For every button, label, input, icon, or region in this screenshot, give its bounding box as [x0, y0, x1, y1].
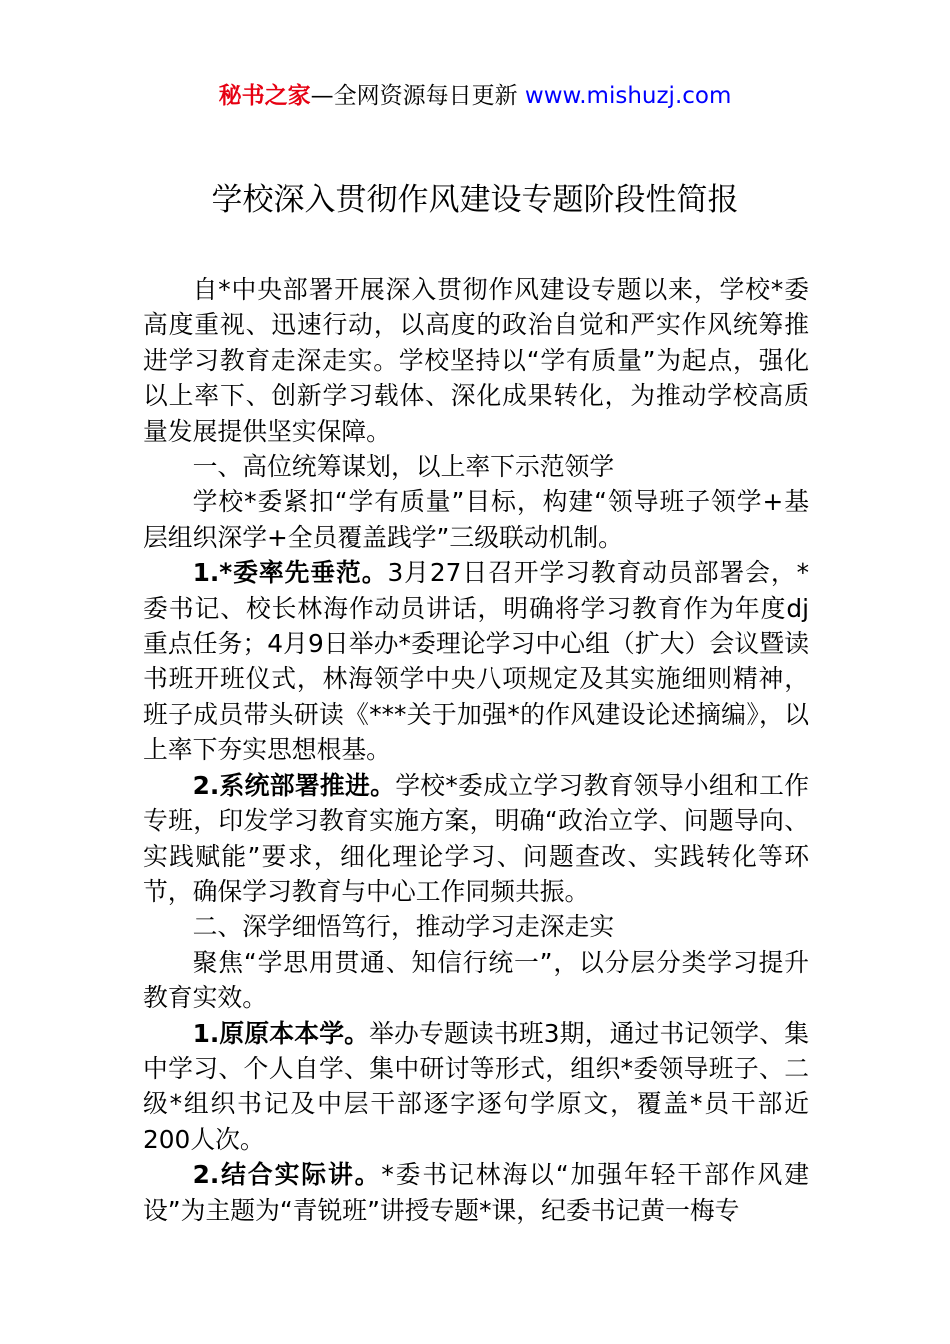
item-label: 1.原原本本学。 [192, 1018, 370, 1048]
item-text: 学校*委成立学习教育领导小组和工作专班，印发学习教育实施方案，明确“政治立学、问题导向、实践赋能”要求，细化理论学习、问题查改、实践转化等环节，确保学习教育与中心工作同频共振。 [143, 770, 809, 906]
list-item [143, 1157, 809, 1228]
document-body [143, 272, 809, 1228]
site-header [0, 80, 950, 112]
site-url-link[interactable]: www.mishuzj.com [524, 83, 732, 109]
list-item [143, 555, 809, 767]
item-label: 2.结合实际讲。 [192, 1160, 382, 1190]
list-item [143, 1016, 809, 1158]
section-lead-paragraph: 学校*委紧扣“学有质量”目标，构建“领导班子领学+基层组织深学+全员覆盖践学”三级联动机制。 [143, 487, 809, 552]
item-text: 举办专题读书班3期，通过书记领学、集中学习、个人自学、集中研讨等形式，组织*委领导班子、二级*组织书记及中层干部逐字逐句学原文，覆盖*员干部近200人次。 [143, 1018, 809, 1154]
item-label: 2.系统部署推进。 [192, 770, 396, 800]
list-item [143, 768, 809, 910]
section-heading: 二、深学细悟笃行，推动学习走深走实 [192, 912, 615, 942]
item-label: 1.*委率先垂范。 [192, 558, 388, 588]
item-text: 3月27日召开学习教育动员部署会，*委书记、校长林海作动员讲话，明确将学习教育作为年度dj重点任务；4月9日举办*委理论学习中心组（扩大）会议暨读书班开班仪式，林海领学中央八项规定及其实施细则精神，班子成员带头研读《***关于加强*的作风建设论述摘编》，以上率下夯实思想根基。 [143, 558, 809, 765]
site-tagline: —全网资源每日更新 [310, 83, 525, 109]
document-title: 学校深入贯彻作风建设专题阶段性简报 [211, 182, 739, 218]
site-brand: 秘书之家 [218, 83, 311, 109]
intro-paragraph: 自*中央部署开展深入贯彻作风建设专题以来，学校*委高度重视、迅速行动，以高度的政治自觉和严实作风统筹推进学习教育走深走实。学校坚持以“学有质量”为起点，强化以上率下、创新学习载体、深化成果转化，为推动学校高质量发展提供坚实保障。 [143, 275, 809, 446]
section-heading: 一、高位统筹谋划，以上率下示范领学 [192, 452, 615, 482]
item-text: *委书记林海以“加强年轻干部作风建设”为主题为“青锐班”讲授专题*课，纪委书记黄一梅专 [143, 1160, 809, 1225]
section-lead-paragraph: 聚焦“学思用贯通、知信行统一”，以分层分类学习提升教育实效。 [143, 947, 809, 1013]
